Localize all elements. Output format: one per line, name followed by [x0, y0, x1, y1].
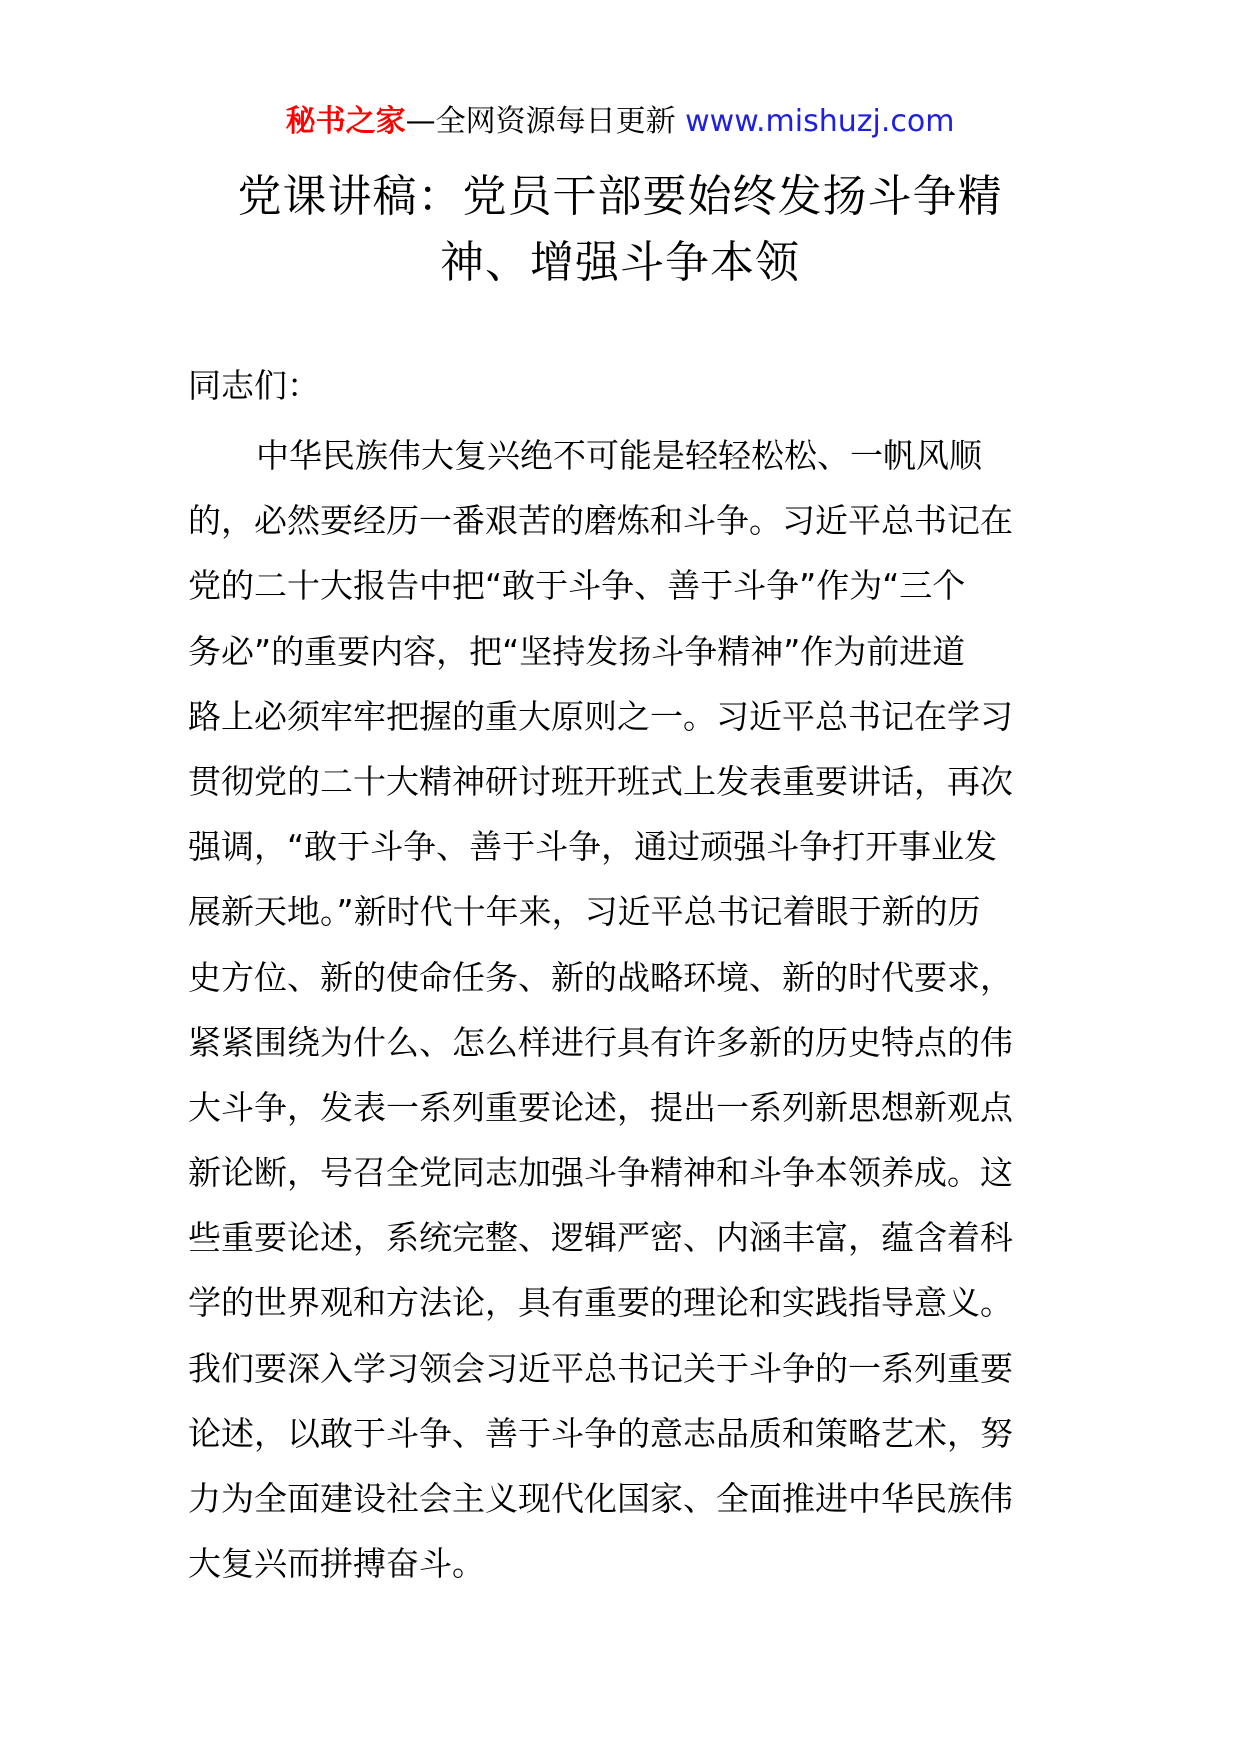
site-header [0, 100, 1240, 144]
body-line: 论述，以敢于斗争、善于斗争的意志品质和策略艺术，努 [188, 1413, 1013, 1453]
body-line: 力为全面建设社会主义现代化国家、全面推进中华民族伟 [188, 1479, 1013, 1518]
site-url-link[interactable]: www.mishuzj.com [685, 104, 955, 139]
body-line: 大斗争，发表一系列重要论述，提出一系列新思想新观点 [188, 1087, 1013, 1127]
body-line: 学的世界观和方法论，具有重要的理论和实践指导意义。 [188, 1283, 1013, 1323]
body-line: 大复兴而拼搏奋斗。 [188, 1544, 485, 1584]
title-line: 党课讲稿：党员干部要始终发扬斗争精 [237, 171, 1003, 222]
body-line: 史方位、新的使命任务、新的战略环境、新的时代要求， [188, 957, 1013, 997]
body-line: 紧紧围绕为什么、怎么样进行具有许多新的历史特点的伟 [188, 1022, 1013, 1062]
document-title [190, 164, 1050, 296]
body-line: 展新天地。”新时代十年来，习近平总书记着眼于新的历 [188, 892, 981, 932]
body-line: 强调，“敢于斗争、善于斗争，通过顽强斗争打开事业发 [188, 827, 998, 867]
salutation: 同志们： [188, 366, 320, 405]
body-line: 新论断，号召全党同志加强斗争精神和斗争本领养成。这 [188, 1153, 1013, 1193]
body-line: 务必”的重要内容，把“坚持发扬斗争精神”作为前进道 [188, 631, 966, 671]
site-tagline: —全网资源每日更新 [405, 104, 686, 139]
body-line: 些重要论述，系统完整、逻辑严密、内涵丰富，蕴含着科 [188, 1218, 1013, 1258]
body-line: 我们要深入学习领会习近平总书记关于斗争的一系列重要 [188, 1348, 1013, 1388]
body-line: 路上必须牢牢把握的重大原则之一。习近平总书记在学习 [188, 696, 1013, 736]
body-line: 中华民族伟大复兴绝不可能是轻轻松松、一帆风顺 [256, 436, 982, 475]
body-line: 贯彻党的二十大精神研讨班开班式上发表重要讲话，再次 [188, 761, 1013, 801]
title-line: 神、增强斗争本领 [440, 237, 800, 288]
body-line: 党的二十大报告中把“敢于斗争、善于斗争”作为“三个 [188, 566, 966, 606]
site-brand: 秘书之家 [285, 104, 406, 139]
body-paragraph [188, 423, 1058, 1596]
body-line: 的，必然要经历一番艰苦的磨炼和斗争。习近平总书记在 [188, 501, 1013, 541]
